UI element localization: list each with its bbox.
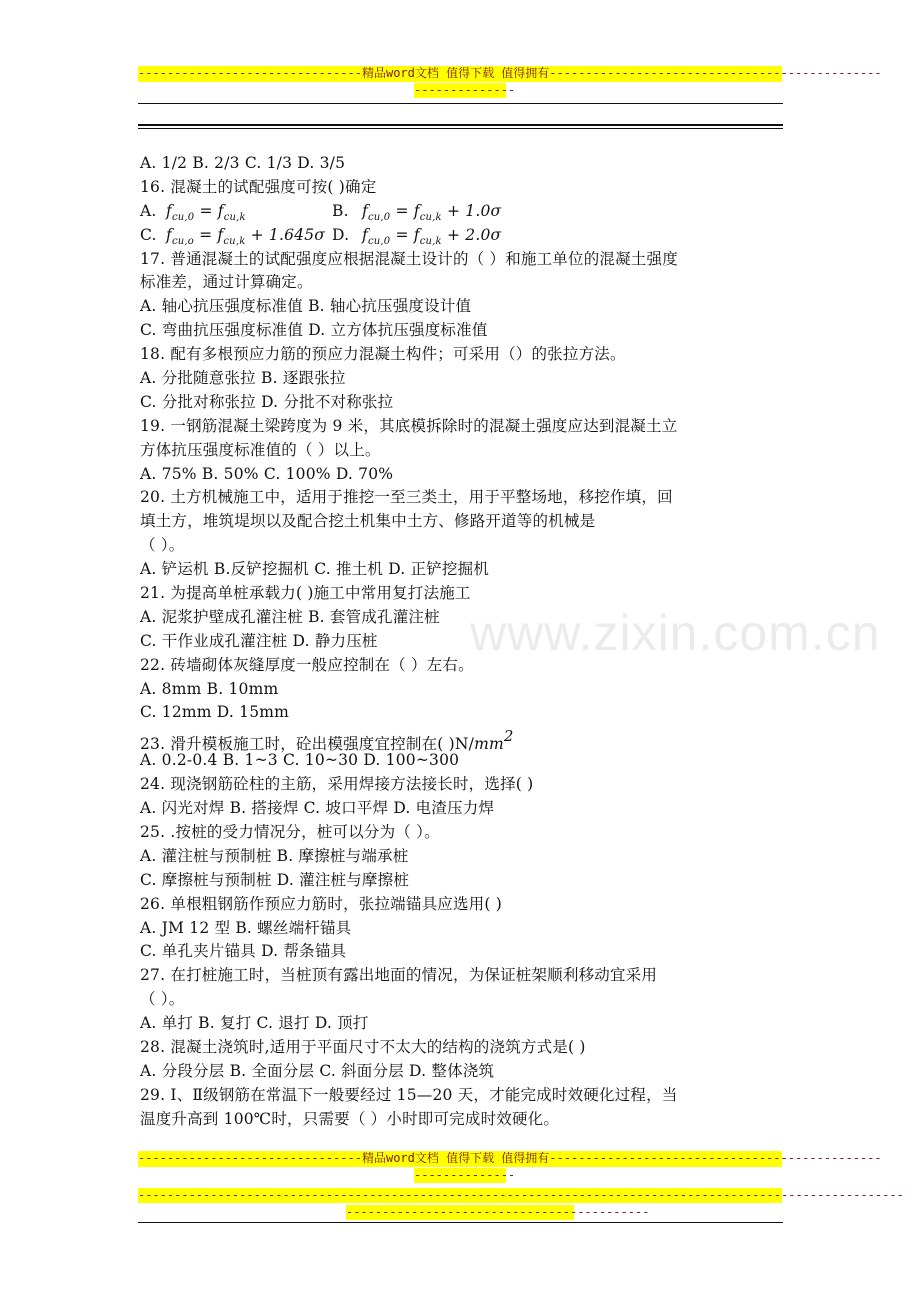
answer-options: A. 分段分层 B. 全面分层 C. 斜面分层 D. 整体浇筑 bbox=[140, 1061, 495, 1080]
answer-options: A. 75% B. 50% C. 100% D. 70% bbox=[140, 464, 394, 483]
question-19-cont: 方体抗压强度标准值的（ ）以上。 bbox=[140, 440, 381, 459]
answer-options: A. 1/2 B. 2/3 C. 1/3 D. 3/5 bbox=[140, 154, 346, 172]
question-20: 20. 土方机械施工中，适用于推挖一至三类土，用于平整场地，移挖作填，回 bbox=[140, 488, 673, 507]
question-29-cont: 温度升高到 100℃时，只需要（ ）小时即可完成时效硬化。 bbox=[140, 1109, 560, 1128]
question-27: 27. 在打桩施工时，当桩顶有露出地面的情况，为保证桩架顺利移动宜采用 bbox=[140, 966, 658, 985]
watermark: www.zixin.com.cn bbox=[470, 605, 881, 661]
answer-options: A. JM 12 型 B. 螺丝端杆锚具 bbox=[140, 918, 352, 937]
header-rule-double-bottom bbox=[138, 128, 783, 129]
question-20-blank: （ ）。 bbox=[140, 536, 185, 555]
question-17: 17. 普通混凝土的试配强度应根据混凝土设计的（ ）和施工单位的混凝土强度 bbox=[140, 249, 678, 268]
question-17-cont: 标准差，通过计算确定。 bbox=[140, 273, 313, 292]
question-23: 23. 滑升模板施工时，砼出模强度宜控制在( )N/mm2 bbox=[140, 727, 514, 754]
formula-row-ab bbox=[140, 200, 785, 224]
header-rule-double-top bbox=[138, 124, 783, 126]
answer-options: C. 12mm D. 15mm bbox=[140, 703, 290, 722]
footer-dash-tail: ------------------------------------------ bbox=[346, 1205, 650, 1219]
formula-d: $f_{cu,0} = f_{cu,k} + 2.0\sigma$ bbox=[362, 225, 502, 247]
option-label: C. bbox=[140, 225, 157, 244]
question-29: 29. Ⅰ、Ⅱ级钢筋在常温下一般要经过 15—20 天，才能完成时效硬化过程，当 bbox=[140, 1085, 678, 1104]
answer-options: A. 0.2-0.4 B. 1~3 C. 10~30 D. 100~300 bbox=[140, 751, 460, 770]
answer-options: A. 轴心抗压强度标准值 B. 轴心抗压强度设计值 bbox=[140, 297, 472, 316]
footer-banner-tail: -------------- bbox=[414, 1168, 516, 1182]
answer-options: A. 泥浆护壁成孔灌注桩 B. 套管成孔灌注桩 bbox=[140, 607, 440, 626]
answer-options: C. 分批对称张拉 D. 分批不对称张拉 bbox=[140, 392, 394, 411]
answer-options: A. 闪光对焊 B. 搭接焊 C. 坡口平焊 D. 电渣压力焊 bbox=[140, 799, 495, 818]
answer-options: A. 单打 B. 复打 C. 退打 D. 顶打 bbox=[140, 1014, 369, 1033]
footer-banner bbox=[138, 1151, 882, 1167]
question-25: 25. .按桩的受力情况分，桩可以分为（ ）。 bbox=[140, 822, 440, 841]
question-20-cont: 填土方，堆筑堤坝以及配合挖土机集中土方、修路开道等的机械是 bbox=[140, 512, 596, 531]
header-banner-text: -------------------------------精品word文档 值得下载 值得拥有---------------------------------------------- bbox=[138, 66, 882, 80]
answer-options: A. 铲运机 B.反铲挖掘机 C. 推土机 D. 正铲挖掘机 bbox=[140, 560, 490, 579]
option-label: D. bbox=[332, 225, 350, 244]
formula-c: $f_{cu,o} = f_{cu,k} + 1.645\sigma$ bbox=[166, 225, 326, 247]
question-24: 24. 现浇钢筋砼柱的主筋，采用焊接方法接长时，选择( ) bbox=[140, 775, 534, 794]
footer-dash-banner bbox=[138, 1188, 904, 1203]
question-22: 22. 砖墙砌体灰缝厚度一般应控制在（ ）左右。 bbox=[140, 655, 474, 674]
footer-rule bbox=[138, 1222, 783, 1223]
question-28: 28. 混凝土浇筑时,适用于平面尺寸不太大的结构的浇筑方式是( ) bbox=[140, 1037, 586, 1056]
answer-options: A. 灌注桩与预制桩 B. 摩擦桩与端承桩 bbox=[140, 846, 409, 865]
question-27-blank: （ ）。 bbox=[140, 990, 185, 1009]
footer-dash-line: ---------------------------------------------------------------------------------------------------------- bbox=[138, 1188, 904, 1202]
answer-options: A. 分批随意张拉 B. 逐跟张拉 bbox=[140, 369, 346, 388]
option-label: B. bbox=[332, 201, 349, 220]
answer-options: C. 干作业成孔灌注桩 D. 静力压桩 bbox=[140, 631, 378, 650]
question-16: 16. 混凝土的试配强度可按( )确定 bbox=[140, 177, 377, 196]
answer-options: C. 单孔夹片锚具 D. 帮条锚具 bbox=[140, 942, 347, 961]
header-banner-tail: -------------- bbox=[414, 83, 516, 97]
formula-b: $f_{cu,0} = f_{cu,k} + 1.0\sigma$ bbox=[362, 201, 502, 223]
question-content bbox=[140, 152, 785, 1132]
formula-a: $f_{cu,0} = f_{cu,k}$ bbox=[166, 201, 246, 223]
header-rule-thin bbox=[138, 103, 783, 104]
question-21: 21. 为提高单桩承载力( )施工中常用复打法施工 bbox=[140, 584, 471, 603]
footer-banner-text: -------------------------------精品word文档 值得下载 值得拥有---------------------------------------------- bbox=[138, 1151, 882, 1165]
answer-options: C. 弯曲抗压强度标准值 D. 立方体抗压强度标准值 bbox=[140, 321, 488, 340]
option-label: A. bbox=[140, 201, 157, 220]
answer-options: A. 8mm B. 10mm bbox=[140, 679, 279, 698]
question-19: 19. 一钢筋混凝土梁跨度为 9 米，其底模拆除时的混凝土强度应达到混凝土立 bbox=[140, 416, 678, 435]
question-26: 26. 单根粗钢筋作预应力筋时，张拉端锚具应选用( ) bbox=[140, 894, 502, 913]
answer-options: C. 摩擦桩与预制桩 D. 灌注桩与摩擦桩 bbox=[140, 870, 410, 889]
question-18: 18. 配有多根预应力筋的预应力混凝土构件；可采用（）的张拉方法。 bbox=[140, 345, 626, 364]
formula-row-cd bbox=[140, 224, 785, 248]
header-banner bbox=[138, 66, 882, 82]
